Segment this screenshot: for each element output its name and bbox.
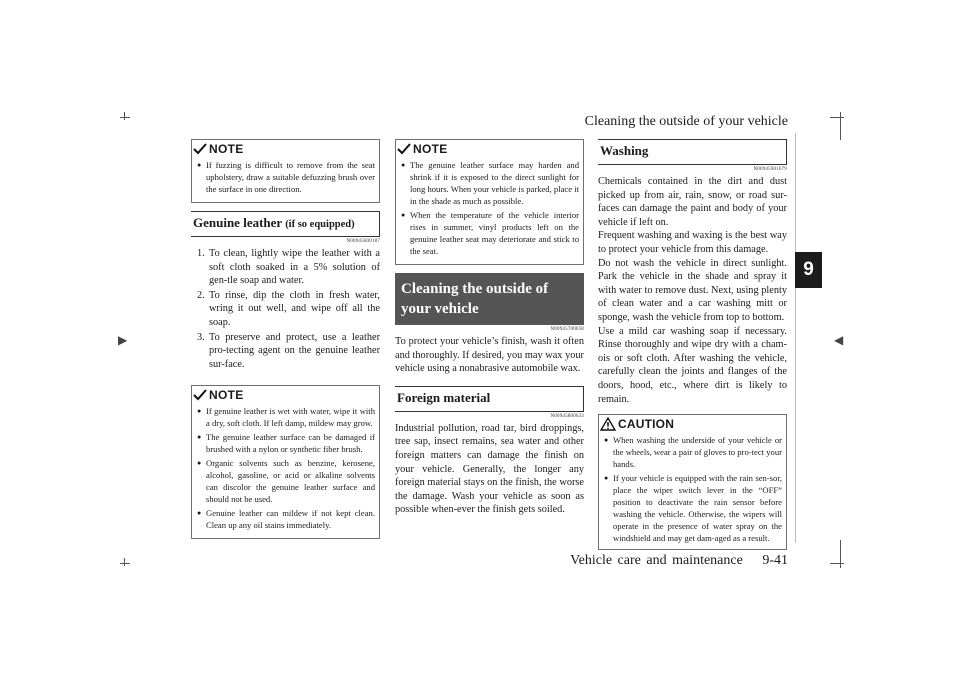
crop-mark <box>124 112 125 120</box>
section-title: Washing <box>600 143 649 158</box>
note-item: ● The genuine leather surface can be damaged if brushed with a nylon or synthetic fiber brush. <box>197 431 375 455</box>
column-1 <box>191 139 380 547</box>
footer-section: Vehicle care and maintenance <box>570 553 743 568</box>
note-item: ● Organic solvents such as benzine, kerosene, alcohol, gasoline, or acid or alkaline solvents can discolor the genuine leather surface and should not be used. <box>197 457 375 505</box>
section-heading-dark: Cleaning the outside of your vehicle <box>395 273 584 325</box>
section-code: N00945901679 <box>753 167 787 172</box>
caution-title: CAUTION <box>618 417 675 432</box>
crop-mark <box>120 563 130 564</box>
note-check-icon <box>193 143 207 155</box>
crop-mark <box>830 117 844 118</box>
crop-mark <box>840 540 841 568</box>
chapter-divider <box>795 133 796 543</box>
running-title: Cleaning the outside of your vehicle <box>584 114 788 129</box>
caution-box <box>598 414 787 550</box>
note-box <box>191 139 380 203</box>
section-code: N00945700058 <box>550 327 584 332</box>
section-code: N00945600187 <box>346 239 380 244</box>
section-title: Foreign material <box>397 389 491 405</box>
crop-mark <box>120 117 130 118</box>
section-code: N00945800033 <box>550 413 584 419</box>
crop-mark <box>830 563 844 564</box>
note-box <box>191 385 380 539</box>
warning-triangle-icon <box>600 417 616 431</box>
caution-item: ● When washing the underside of your vehicle or the wheels, wear a pair of gloves to pro-tect your hands. <box>604 434 782 470</box>
note-check-icon <box>397 143 411 155</box>
section-title: Genuine leather <box>193 215 283 230</box>
note-title: NOTE <box>209 142 244 156</box>
note-check-icon <box>193 389 207 401</box>
column-2 <box>395 139 584 527</box>
step-item: 1. To clean, lightly wipe the leather with a soft cloth soaked in a 5% solution of gen-tle soap and water. <box>197 248 380 287</box>
column-3 <box>598 139 787 558</box>
paragraph: Use a mild car washing soap if necessary. Rinse thoroughly and wipe dry with a cham-ois or soft cloth. After washing the vehicle, carefully clean the joints and flanges of the doors, hood, etc., where dirt is likely to remain. <box>598 325 787 405</box>
note-item: ● If fuzzing is difficult to remove from the seat upholstery, draw a suitable defuzzing brush over the surface in one direction. <box>197 159 375 195</box>
caution-item: ● If your vehicle is equipped with the rain sen-sor, place the wiper switch lever in the “OFF” position to deactivate the rain sensor before washing the vehicle. Otherwise, the wipers will operate in the presence of water spray on the windshield and may get dam-aged as a result. <box>604 472 782 544</box>
note-item: ● When the temperature of the vehicle interior rises in summer, vinyl products left on the genuine leather seat may deteriorate and stick to the seat. <box>401 209 579 257</box>
section-heading <box>598 139 787 165</box>
caution-header <box>600 415 782 433</box>
note-title: NOTE <box>209 388 244 403</box>
page-number: 9-41 <box>762 553 788 568</box>
paragraph: Industrial pollution, road tar, bird droppings, tree sap, insect remains, sea water and other foreign matters can damage the finish on your vehicle. Generally, the longer any foreign material stays on the finish, the worse the damage. Wash your vehicle as soon as possible when-ever the finish gets soiled. <box>395 422 584 516</box>
note-item: ● If genuine leather is wet with water, wipe it with a dry, soft cloth. If left damp, mildew may grow. <box>197 405 375 429</box>
note-box <box>395 139 584 265</box>
section-subtitle: (if so equipped) <box>285 219 355 230</box>
note-header <box>193 140 375 158</box>
registration-arrow-icon: ▶ <box>118 333 128 347</box>
note-header <box>193 386 375 404</box>
step-item: 2. To rinse, dip the cloth in fresh water, wring it out well, and wipe off all the soap. <box>197 289 380 328</box>
paragraph: Chemicals contained in the dirt and dust picked up from air, rain, snow, or road sur-faces can damage the paint and body of your vehicle if left on. <box>598 176 787 228</box>
step-item: 3. To preserve and protect, use a leather pro-tecting agent on the genuine leather sur-face. <box>197 331 380 370</box>
crop-mark <box>840 112 841 140</box>
section-heading <box>395 386 584 412</box>
section-heading <box>191 211 380 237</box>
note-header <box>397 140 579 158</box>
registration-target-icon: ◀ <box>834 333 844 347</box>
paragraph: Frequent washing and waxing is the best way to protect your vehicle from this damage. <box>598 230 787 255</box>
note-item: ● The genuine leather surface may harden and shrink if it is exposed to the direct sunlight for long hours. When your vehicle is parked, place it in the shade as much as possible. <box>401 159 579 207</box>
crop-mark <box>124 558 125 566</box>
note-title: NOTE <box>413 142 448 156</box>
paragraph: Do not wash the vehicle in direct sunlight. Park the vehicle in the shade and spray it with water to remove dust. Next, using plenty of clean water and a car washing mitt or sponge, wash the vehicle from top to bottom. <box>598 257 787 323</box>
paragraph: To protect your vehicle’s finish, wash it often and thoroughly. If desired, you may wax your vehicle using a nonabrasive automobile wax. <box>395 336 584 375</box>
chapter-tab: 9 <box>795 252 822 288</box>
note-item: ● Genuine leather can mildew if not kept clean. Clean up any oil stains immediately. <box>197 507 375 531</box>
